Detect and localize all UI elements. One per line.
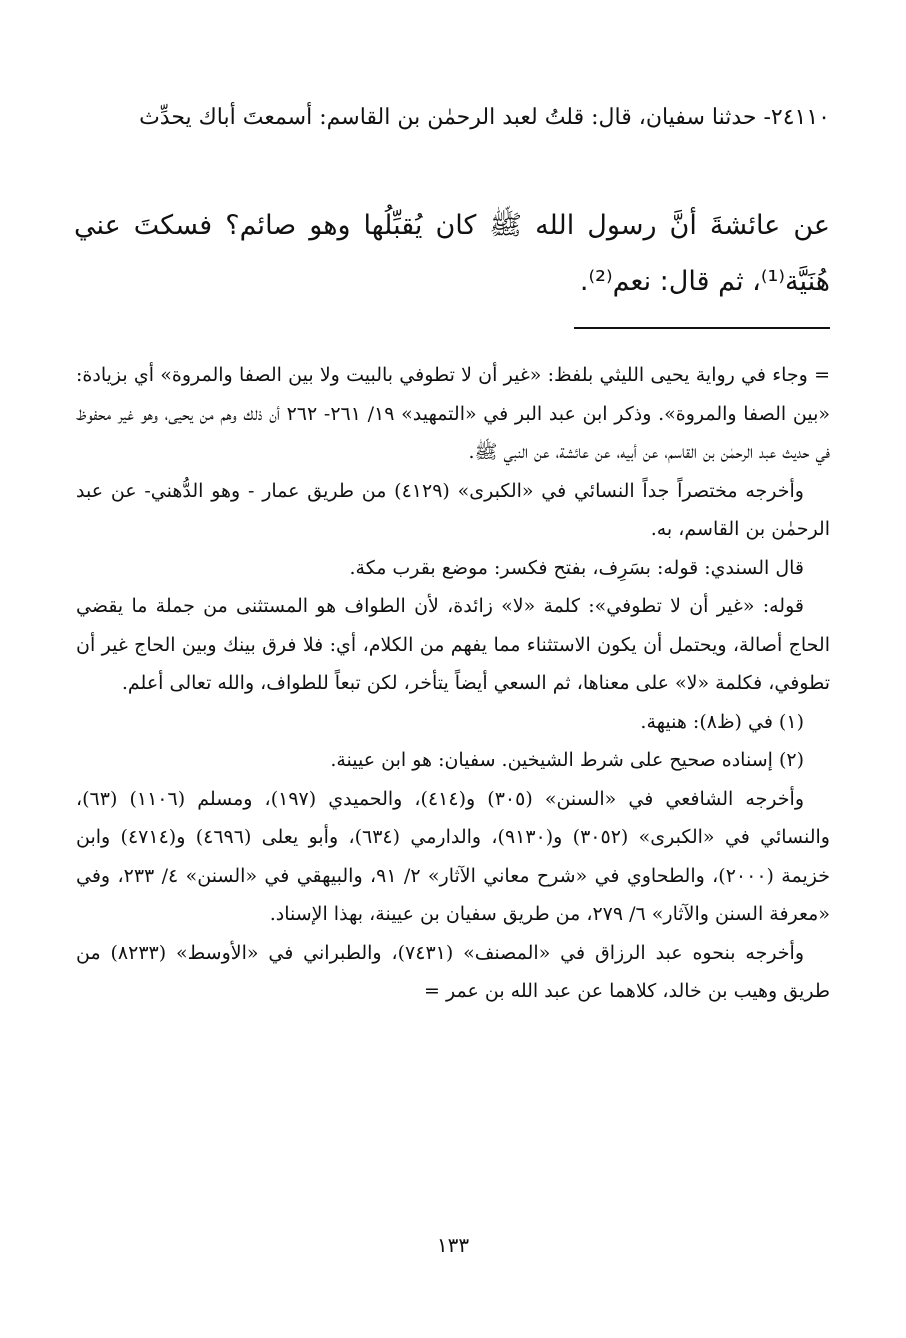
footnote-paragraph: وأخرجه الشافعي في «السنن» (٣٠٥) و(٤١٤)، والحميدي (١٩٧)، ومسلم (١١٠٦) (٦٣)، والنسائي في «الكبرى» (٣٠٥٢) و(٩١٣٠)، والدارمي (٦٣٤)، وأبو يعلى (٤٦٩٦) و(٤٧١٤) وابن خزيمة (٢٠٠٠)، والطحاوي في «شرح معاني الآثار» ٢/ ٩١، والبيهقي في «السنن» ٤/ ٢٣٣، وفي «معرفة السنن والآثار» ٦/ ٢٧٩، من طريق سفيان بن عيينة، بهذا الإسناد. bbox=[76, 787, 830, 925]
footnote-paragraph: قال السندي: قوله: بسَرِف، بفتح فكسر: موضع بقرب مكة. bbox=[349, 556, 804, 579]
footnote-separator bbox=[574, 327, 830, 329]
page-number: ١٣٣ bbox=[436, 1233, 470, 1257]
footnote-paragraph: وأخرجه بنحوه عبد الرزاق في «المصنف» (٧٤٣١)، والطبراني في «الأوسط» (٨٢٣٣) من طريق وهيب بن خالد، كلاهما عن عبد الله بن عمر = bbox=[76, 941, 830, 1002]
footnote-paragraph: قوله: «غير أن لا تطوفي»: كلمة «لا» زائدة، لأن الطواف هو المستثنى من جملة ما يقضي الحاج أصالة، ويحتمل أن يكون الاستثناء مما يفهم من الكلام، أي: فلا فرق بينك وبين الحاج غير أن تطوفي، فكلمة «لا» على معناها، ثم السعي أيضاً يتأخر، لكن تبعاً للطواف، والله تعالى أعلم. bbox=[76, 595, 830, 694]
hadith-isnad: ٢٤١١٠- حدثنا سفيان، قال: قلتُ لعبد الرحمٰن بن القاسم: أسمعتَ أباك يحدِّث bbox=[139, 105, 830, 130]
footnote-1: (١) في (ظ٨): هنيهة. bbox=[640, 710, 804, 733]
footnote-paragraph: وأخرجه مختصراً جداً النسائي في «الكبرى» (٤١٢٩) من طريق عمار - وهو الدُّهني- عن عبد الرحمٰن بن القاسم، به. bbox=[76, 479, 830, 540]
footnote-2: (٢) إسناده صحيح على شرط الشيخين. سفيان: هو ابن عيينة. bbox=[330, 749, 804, 771]
hadith-matn: عن عائشةَ أنَّ رسول الله ﷺ كان يُقبِّلُها وهو صائم؟ فسكتَ عني هُنَيَّة⁽¹⁾، ثم قال: نعم⁽²⁾. bbox=[74, 210, 830, 297]
footnote-continuation: = وجاء في رواية يحيى الليثي بلفظ: «غير أن لا تطوفي بالبيت ولا بين الصفا والمروة» أي بزيادة: «بين الصفا والمروة». وذكر ابن عبد البر في «التمهيد» ١٩/ ٢٦١- ٢٦٢ أن ذلك وهم من يحيى، وهو غير محفوظ في حديث عبد الرحمٰن بن القاسم، عن أبيه، عن عائشة، عن النبي ﷺ. bbox=[76, 364, 830, 463]
footnotes bbox=[76, 356, 830, 1011]
